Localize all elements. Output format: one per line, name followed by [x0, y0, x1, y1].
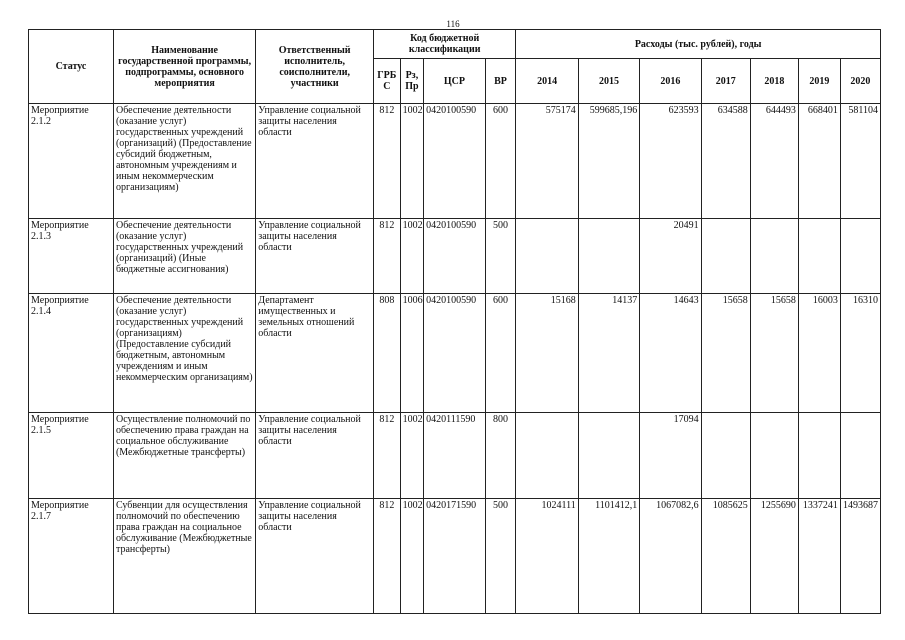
row-value-2017: 634588 — [701, 104, 750, 219]
row-name: Обеспечение деятельности (оказание услуг) государственных учреждений (организациям) (Предоставление субсидий бюджетным, автономным учреждениям и иным некоммерческим организациям) — [113, 294, 255, 413]
row-value-2020 — [840, 219, 880, 294]
row-vr: 600 — [485, 294, 516, 413]
row-grbs: 812 — [374, 499, 401, 614]
row-status: Мероприятие 2.1.3 — [29, 219, 114, 294]
table-row — [29, 413, 881, 499]
row-csr: 0420171590 — [424, 499, 485, 614]
row-grbs: 812 — [374, 104, 401, 219]
row-value-2016: 623593 — [640, 104, 701, 219]
row-value-2015: 599685,196 — [578, 104, 639, 219]
row-value-2017: 1085625 — [701, 499, 750, 614]
table-row — [29, 499, 881, 614]
row-value-2020: 1493687 — [840, 499, 880, 614]
row-value-2014: 1024111 — [516, 499, 578, 614]
table-row — [29, 219, 881, 294]
row-value-2019: 668401 — [798, 104, 840, 219]
header-year-2020: 2020 — [840, 59, 880, 104]
row-value-2018: 1255690 — [750, 499, 798, 614]
row-value-2016: 1067082,6 — [640, 499, 701, 614]
row-value-2018 — [750, 219, 798, 294]
row-value-2019 — [798, 219, 840, 294]
row-status: Мероприятие 2.1.4 — [29, 294, 114, 413]
row-value-2017 — [701, 219, 750, 294]
row-name: Осуществление полномочий по обеспечению права граждан на социальное обслуживание (Межбюджетные трансферты) — [113, 413, 255, 499]
row-value-2015 — [578, 219, 639, 294]
header-status: Статус — [29, 30, 114, 104]
row-grbs: 812 — [374, 219, 401, 294]
budget-expenses-table — [28, 29, 881, 614]
row-rzpr: 1002 — [400, 413, 424, 499]
page-number: 116 — [446, 19, 460, 29]
header-responsible: Ответственный исполнитель, соисполнители, участники — [256, 30, 374, 104]
row-name: Обеспечение деятельности (оказание услуг) государственных учреждений (организаций) (Иные бюджетные ассигнования) — [113, 219, 255, 294]
row-csr: 0420111590 — [424, 413, 485, 499]
row-value-2018 — [750, 413, 798, 499]
row-responsible: Департамент имущественных и земельных отношений области — [256, 294, 374, 413]
row-responsible: Управление социальной защиты населения области — [256, 499, 374, 614]
header-grbs: ГРБ С — [374, 59, 401, 104]
row-grbs: 812 — [374, 413, 401, 499]
header-rzpr: Рз, Пр — [400, 59, 424, 104]
table-header-row — [29, 30, 881, 59]
row-value-2014 — [516, 219, 578, 294]
row-value-2018: 15658 — [750, 294, 798, 413]
row-responsible: Управление социальной защиты населения области — [256, 413, 374, 499]
header-csr: ЦСР — [424, 59, 485, 104]
row-csr: 0420100590 — [424, 104, 485, 219]
row-vr: 800 — [485, 413, 516, 499]
header-year-2019: 2019 — [798, 59, 840, 104]
header-year-2016: 2016 — [640, 59, 701, 104]
row-responsible: Управление социальной защиты населения области — [256, 219, 374, 294]
row-rzpr: 1002 — [400, 104, 424, 219]
row-status: Мероприятие 2.1.5 — [29, 413, 114, 499]
row-csr: 0420100590 — [424, 294, 485, 413]
row-status: Мероприятие 2.1.2 — [29, 104, 114, 219]
table-row — [29, 104, 881, 219]
row-rzpr: 1006 — [400, 294, 424, 413]
row-grbs: 808 — [374, 294, 401, 413]
row-value-2016: 14643 — [640, 294, 701, 413]
header-vr: ВР — [485, 59, 516, 104]
row-value-2019: 1337241 — [798, 499, 840, 614]
row-value-2017: 15658 — [701, 294, 750, 413]
row-value-2015 — [578, 413, 639, 499]
row-value-2014 — [516, 413, 578, 499]
row-status: Мероприятие 2.1.7 — [29, 499, 114, 614]
header-year-2015: 2015 — [578, 59, 639, 104]
row-name: Обеспечение деятельности (оказание услуг) государственных учреждений (организаций) (Предоставление субсидий бюджетным, автономным учреждениям и иным некоммерческим организациям) — [113, 104, 255, 219]
header-name: Наименование государственной программы, подпрограммы, основного мероприятия — [113, 30, 255, 104]
row-value-2014: 15168 — [516, 294, 578, 413]
row-value-2020: 16310 — [840, 294, 880, 413]
row-responsible: Управление социальной защиты населения области — [256, 104, 374, 219]
row-value-2020 — [840, 413, 880, 499]
header-expenses: Расходы (тыс. рублей), годы — [516, 30, 881, 59]
row-value-2020: 581104 — [840, 104, 880, 219]
row-vr: 600 — [485, 104, 516, 219]
row-vr: 500 — [485, 499, 516, 614]
row-value-2018: 644493 — [750, 104, 798, 219]
row-rzpr: 1002 — [400, 219, 424, 294]
row-value-2017 — [701, 413, 750, 499]
table-row — [29, 294, 881, 413]
header-year-2017: 2017 — [701, 59, 750, 104]
row-vr: 500 — [485, 219, 516, 294]
row-value-2015: 1101412,1 — [578, 499, 639, 614]
row-value-2014: 575174 — [516, 104, 578, 219]
row-csr: 0420100590 — [424, 219, 485, 294]
row-value-2016: 20491 — [640, 219, 701, 294]
row-name: Субвенции для осуществления полномочий по обеспечению права граждан на социальное обслуживание (Межбюджетные трансферты) — [113, 499, 255, 614]
row-value-2019 — [798, 413, 840, 499]
row-rzpr: 1002 — [400, 499, 424, 614]
row-value-2015: 14137 — [578, 294, 639, 413]
row-value-2016: 17094 — [640, 413, 701, 499]
header-year-2018: 2018 — [750, 59, 798, 104]
header-year-2014: 2014 — [516, 59, 578, 104]
header-budget-code: Код бюджетной классификации — [374, 30, 516, 59]
row-value-2019: 16003 — [798, 294, 840, 413]
